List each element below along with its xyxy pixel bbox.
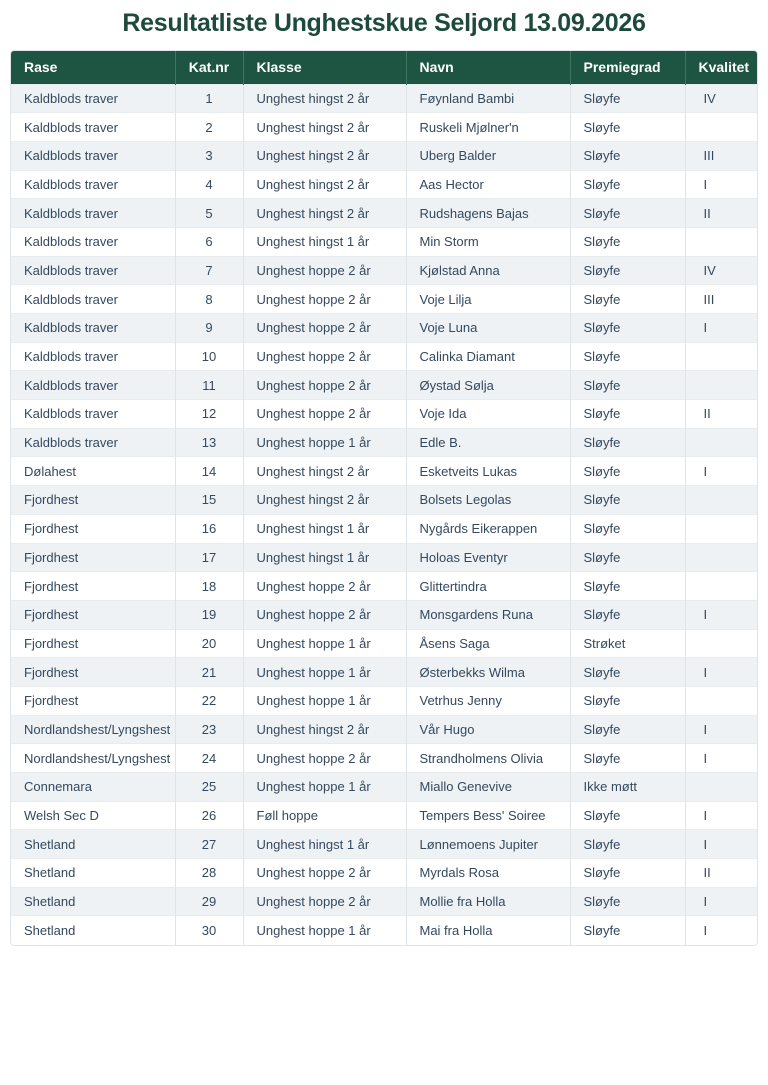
- cell-klasse: Unghest hingst 2 år: [243, 141, 406, 170]
- cell-premiegrad: Sløyfe: [570, 314, 685, 343]
- cell-premiegrad: Sløyfe: [570, 342, 685, 371]
- cell-kvalitet: II: [685, 400, 758, 429]
- cell-kat-nr: 9: [175, 314, 243, 343]
- cell-kat-nr: 26: [175, 801, 243, 830]
- cell-klasse: Unghest hingst 2 år: [243, 113, 406, 142]
- table-row: [11, 916, 758, 945]
- cell-kvalitet: I: [685, 600, 758, 629]
- cell-rase: Fjordhest: [11, 658, 175, 687]
- cell-kvalitet: I: [685, 830, 758, 859]
- cell-klasse: Unghest hoppe 1 år: [243, 629, 406, 658]
- cell-klasse: Unghest hoppe 2 år: [243, 572, 406, 601]
- cell-kat-nr: 27: [175, 830, 243, 859]
- table-row: [11, 887, 758, 916]
- cell-navn: Vetrhus Jenny: [406, 686, 570, 715]
- table-row: [11, 256, 758, 285]
- cell-klasse: Unghest hoppe 2 år: [243, 314, 406, 343]
- cell-kat-nr: 14: [175, 457, 243, 486]
- cell-klasse: Unghest hingst 2 år: [243, 199, 406, 228]
- cell-navn: Nygårds Eikerappen: [406, 514, 570, 543]
- cell-rase: Connemara: [11, 773, 175, 802]
- cell-rase: Fjordhest: [11, 600, 175, 629]
- cell-rase: Fjordhest: [11, 543, 175, 572]
- cell-kvalitet: I: [685, 887, 758, 916]
- column-header-rase: Rase: [11, 51, 175, 84]
- table-row: [11, 801, 758, 830]
- cell-kvalitet: IV: [685, 256, 758, 285]
- cell-rase: Shetland: [11, 916, 175, 945]
- cell-klasse: Unghest hoppe 2 år: [243, 600, 406, 629]
- cell-premiegrad: Sløyfe: [570, 830, 685, 859]
- cell-kvalitet: [685, 686, 758, 715]
- cell-rase: Fjordhest: [11, 514, 175, 543]
- cell-kat-nr: 11: [175, 371, 243, 400]
- cell-navn: Voje Lilja: [406, 285, 570, 314]
- table-row: [11, 514, 758, 543]
- cell-premiegrad: Sløyfe: [570, 113, 685, 142]
- cell-navn: Uberg Balder: [406, 141, 570, 170]
- cell-rase: Kaldblods traver: [11, 314, 175, 343]
- cell-klasse: Føll hoppe: [243, 801, 406, 830]
- table-row: [11, 285, 758, 314]
- cell-premiegrad: Sløyfe: [570, 715, 685, 744]
- cell-kat-nr: 6: [175, 227, 243, 256]
- cell-rase: Kaldblods traver: [11, 285, 175, 314]
- cell-navn: Strandholmens Olivia: [406, 744, 570, 773]
- cell-kat-nr: 10: [175, 342, 243, 371]
- cell-kvalitet: [685, 543, 758, 572]
- cell-kat-nr: 30: [175, 916, 243, 945]
- cell-kat-nr: 25: [175, 773, 243, 802]
- cell-premiegrad: Sløyfe: [570, 543, 685, 572]
- cell-rase: Kaldblods traver: [11, 170, 175, 199]
- cell-kvalitet: [685, 773, 758, 802]
- table-row: [11, 141, 758, 170]
- cell-kvalitet: II: [685, 199, 758, 228]
- column-header-navn: Navn: [406, 51, 570, 84]
- cell-navn: Vår Hugo: [406, 715, 570, 744]
- cell-rase: Fjordhest: [11, 629, 175, 658]
- cell-kat-nr: 1: [175, 84, 243, 113]
- cell-rase: Shetland: [11, 859, 175, 888]
- cell-kat-nr: 23: [175, 715, 243, 744]
- cell-premiegrad: Sløyfe: [570, 744, 685, 773]
- cell-navn: Min Storm: [406, 227, 570, 256]
- cell-rase: Shetland: [11, 887, 175, 916]
- results-table: [11, 51, 758, 945]
- cell-navn: Rudshagens Bajas: [406, 199, 570, 228]
- cell-kvalitet: IV: [685, 84, 758, 113]
- table-row: [11, 629, 758, 658]
- cell-kat-nr: 21: [175, 658, 243, 687]
- column-header-kat-nr: Kat.nr: [175, 51, 243, 84]
- cell-klasse: Unghest hingst 1 år: [243, 543, 406, 572]
- cell-kvalitet: I: [685, 658, 758, 687]
- cell-navn: Voje Ida: [406, 400, 570, 429]
- cell-navn: Øystad Sølja: [406, 371, 570, 400]
- cell-premiegrad: Sløyfe: [570, 457, 685, 486]
- table-row: [11, 84, 758, 113]
- cell-premiegrad: Sløyfe: [570, 371, 685, 400]
- cell-kat-nr: 7: [175, 256, 243, 285]
- cell-kat-nr: 29: [175, 887, 243, 916]
- cell-premiegrad: Sløyfe: [570, 428, 685, 457]
- cell-kat-nr: 15: [175, 486, 243, 515]
- column-header-klasse: Klasse: [243, 51, 406, 84]
- table-row: [11, 428, 758, 457]
- cell-kvalitet: I: [685, 457, 758, 486]
- cell-navn: Føynland Bambi: [406, 84, 570, 113]
- cell-navn: Østerbekks Wilma: [406, 658, 570, 687]
- cell-navn: Kjølstad Anna: [406, 256, 570, 285]
- cell-rase: Kaldblods traver: [11, 84, 175, 113]
- cell-klasse: Unghest hoppe 2 år: [243, 342, 406, 371]
- cell-rase: Welsh Sec D: [11, 801, 175, 830]
- cell-klasse: Unghest hoppe 2 år: [243, 744, 406, 773]
- cell-klasse: Unghest hingst 2 år: [243, 486, 406, 515]
- cell-premiegrad: Sløyfe: [570, 199, 685, 228]
- table-row: [11, 715, 758, 744]
- cell-kat-nr: 4: [175, 170, 243, 199]
- cell-klasse: Unghest hingst 1 år: [243, 514, 406, 543]
- cell-klasse: Unghest hoppe 2 år: [243, 400, 406, 429]
- cell-navn: Lønnemoens Jupiter: [406, 830, 570, 859]
- table-row: [11, 199, 758, 228]
- cell-navn: Calinka Diamant: [406, 342, 570, 371]
- cell-rase: Fjordhest: [11, 486, 175, 515]
- cell-kat-nr: 22: [175, 686, 243, 715]
- cell-premiegrad: Sløyfe: [570, 600, 685, 629]
- cell-premiegrad: Sløyfe: [570, 514, 685, 543]
- table-row: [11, 572, 758, 601]
- cell-kvalitet: I: [685, 801, 758, 830]
- table-row: [11, 113, 758, 142]
- cell-kvalitet: I: [685, 170, 758, 199]
- table-row: [11, 658, 758, 687]
- cell-kvalitet: I: [685, 314, 758, 343]
- column-header-premiegrad: Premiegrad: [570, 51, 685, 84]
- cell-premiegrad: Strøket: [570, 629, 685, 658]
- cell-klasse: Unghest hoppe 2 år: [243, 859, 406, 888]
- cell-navn: Glittertindra: [406, 572, 570, 601]
- cell-kat-nr: 16: [175, 514, 243, 543]
- table-row: [11, 342, 758, 371]
- cell-rase: Kaldblods traver: [11, 113, 175, 142]
- cell-navn: Holoas Eventyr: [406, 543, 570, 572]
- cell-rase: Shetland: [11, 830, 175, 859]
- cell-klasse: Unghest hingst 1 år: [243, 830, 406, 859]
- cell-klasse: Unghest hoppe 2 år: [243, 285, 406, 314]
- table-row: [11, 773, 758, 802]
- cell-klasse: Unghest hoppe 1 år: [243, 916, 406, 945]
- table-body: [11, 84, 758, 945]
- cell-kvalitet: I: [685, 715, 758, 744]
- cell-kat-nr: 8: [175, 285, 243, 314]
- table-row: [11, 400, 758, 429]
- cell-rase: Kaldblods traver: [11, 227, 175, 256]
- cell-premiegrad: Sløyfe: [570, 486, 685, 515]
- cell-kat-nr: 18: [175, 572, 243, 601]
- page-title: Resultatliste Unghestskue Seljord 13.09.2026: [122, 9, 646, 37]
- header-row: [11, 51, 758, 84]
- cell-rase: Fjordhest: [11, 686, 175, 715]
- cell-premiegrad: Sløyfe: [570, 658, 685, 687]
- cell-rase: Fjordhest: [11, 572, 175, 601]
- cell-rase: Kaldblods traver: [11, 400, 175, 429]
- results-table-container: [10, 50, 758, 946]
- cell-kat-nr: 12: [175, 400, 243, 429]
- cell-rase: Kaldblods traver: [11, 342, 175, 371]
- cell-kvalitet: III: [685, 285, 758, 314]
- cell-navn: Bolsets Legolas: [406, 486, 570, 515]
- cell-klasse: Unghest hoppe 2 år: [243, 256, 406, 285]
- table-row: [11, 457, 758, 486]
- cell-navn: Esketveits Lukas: [406, 457, 570, 486]
- cell-kvalitet: [685, 629, 758, 658]
- cell-kat-nr: 17: [175, 543, 243, 572]
- cell-rase: Kaldblods traver: [11, 371, 175, 400]
- cell-kvalitet: [685, 227, 758, 256]
- cell-premiegrad: Sløyfe: [570, 572, 685, 601]
- cell-kvalitet: [685, 428, 758, 457]
- cell-kvalitet: [685, 342, 758, 371]
- table-row: [11, 600, 758, 629]
- cell-premiegrad: Sløyfe: [570, 84, 685, 113]
- cell-kvalitet: [685, 371, 758, 400]
- cell-klasse: Unghest hoppe 1 år: [243, 428, 406, 457]
- cell-rase: Kaldblods traver: [11, 256, 175, 285]
- table-row: [11, 543, 758, 572]
- cell-klasse: Unghest hingst 2 år: [243, 457, 406, 486]
- cell-premiegrad: Sløyfe: [570, 801, 685, 830]
- cell-premiegrad: Sløyfe: [570, 859, 685, 888]
- cell-navn: Aas Hector: [406, 170, 570, 199]
- cell-klasse: Unghest hoppe 2 år: [243, 887, 406, 916]
- cell-kvalitet: I: [685, 916, 758, 945]
- cell-rase: Kaldblods traver: [11, 428, 175, 457]
- cell-kvalitet: III: [685, 141, 758, 170]
- cell-kvalitet: [685, 514, 758, 543]
- cell-rase: Nordlandshest/Lyngshest: [11, 744, 175, 773]
- cell-kvalitet: [685, 113, 758, 142]
- cell-premiegrad: Sløyfe: [570, 887, 685, 916]
- cell-kat-nr: 13: [175, 428, 243, 457]
- cell-klasse: Unghest hoppe 1 år: [243, 658, 406, 687]
- cell-kvalitet: II: [685, 859, 758, 888]
- table-row: [11, 371, 758, 400]
- cell-rase: Dølahest: [11, 457, 175, 486]
- cell-premiegrad: Sløyfe: [570, 256, 685, 285]
- cell-rase: Kaldblods traver: [11, 141, 175, 170]
- cell-premiegrad: Sløyfe: [570, 285, 685, 314]
- cell-kvalitet: I: [685, 744, 758, 773]
- cell-klasse: Unghest hingst 2 år: [243, 715, 406, 744]
- table-row: [11, 227, 758, 256]
- cell-kat-nr: 5: [175, 199, 243, 228]
- cell-klasse: Unghest hingst 1 år: [243, 227, 406, 256]
- cell-kat-nr: 28: [175, 859, 243, 888]
- cell-navn: Mai fra Holla: [406, 916, 570, 945]
- cell-klasse: Unghest hoppe 2 år: [243, 371, 406, 400]
- cell-rase: Nordlandshest/Lyngshest: [11, 715, 175, 744]
- table-header: [11, 51, 758, 84]
- cell-navn: Monsgardens Runa: [406, 600, 570, 629]
- cell-klasse: Unghest hingst 2 år: [243, 84, 406, 113]
- table-row: [11, 486, 758, 515]
- cell-navn: Myrdals Rosa: [406, 859, 570, 888]
- table-row: [11, 859, 758, 888]
- cell-premiegrad: Sløyfe: [570, 686, 685, 715]
- cell-navn: Miallo Genevive: [406, 773, 570, 802]
- cell-premiegrad: Sløyfe: [570, 170, 685, 199]
- cell-kat-nr: 24: [175, 744, 243, 773]
- cell-klasse: Unghest hingst 2 år: [243, 170, 406, 199]
- column-header-kvalitet: Kvalitet: [685, 51, 758, 84]
- cell-premiegrad: Sløyfe: [570, 141, 685, 170]
- cell-klasse: Unghest hoppe 1 år: [243, 686, 406, 715]
- cell-premiegrad: Sløyfe: [570, 227, 685, 256]
- cell-kat-nr: 19: [175, 600, 243, 629]
- cell-navn: Ruskeli Mjølner'n: [406, 113, 570, 142]
- cell-navn: Mollie fra Holla: [406, 887, 570, 916]
- cell-navn: Åsens Saga: [406, 629, 570, 658]
- table-row: [11, 314, 758, 343]
- cell-klasse: Unghest hoppe 1 år: [243, 773, 406, 802]
- cell-kvalitet: [685, 572, 758, 601]
- cell-kat-nr: 2: [175, 113, 243, 142]
- cell-premiegrad: Ikke møtt: [570, 773, 685, 802]
- cell-navn: Tempers Bess' Soiree: [406, 801, 570, 830]
- cell-kat-nr: 20: [175, 629, 243, 658]
- cell-rase: Kaldblods traver: [11, 199, 175, 228]
- cell-navn: Edle B.: [406, 428, 570, 457]
- cell-premiegrad: Sløyfe: [570, 916, 685, 945]
- table-row: [11, 744, 758, 773]
- table-row: [11, 830, 758, 859]
- table-row: [11, 686, 758, 715]
- cell-navn: Voje Luna: [406, 314, 570, 343]
- cell-kvalitet: [685, 486, 758, 515]
- table-row: [11, 170, 758, 199]
- cell-premiegrad: Sløyfe: [570, 400, 685, 429]
- cell-kat-nr: 3: [175, 141, 243, 170]
